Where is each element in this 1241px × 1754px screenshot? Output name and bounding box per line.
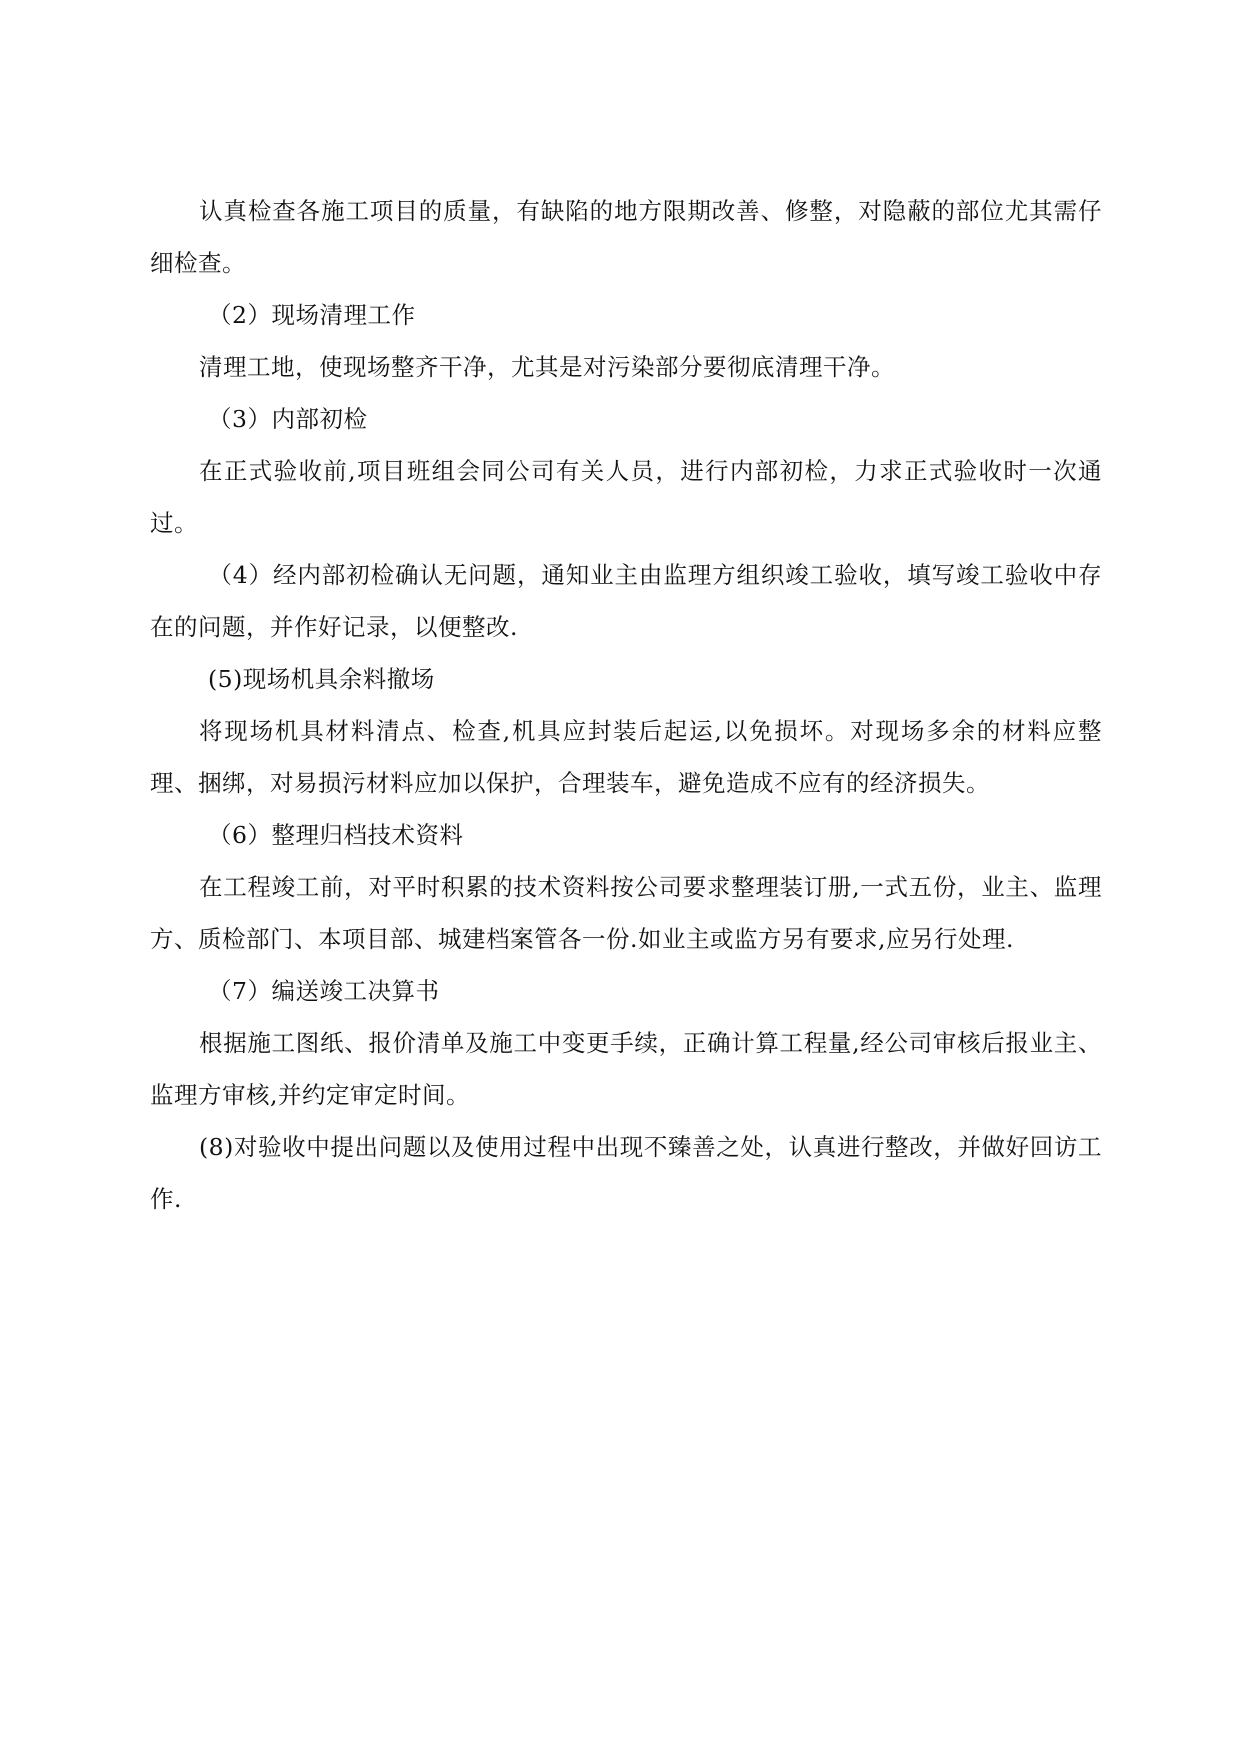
paragraph-quality-check: 认真检查各施工项目的质量，有缺陷的地方限期改善、修整，对隐蔽的部位尤其需仔细检查。 [150, 197, 1102, 277]
heading-final-accounts: （7）编送竣工决算书 [208, 977, 440, 1005]
completion-acceptance-text: （4）经内部初检确认无问题，通知业主由监理方组织竣工验收，填写竣工验收中存在的问题，并作好记录，以便整改. [150, 561, 1102, 641]
paragraph-rectification-followup: (8)对验收中提出问题以及使用过程中出现不臻善之处，认真进行整改，并做好回访工作. [150, 1133, 1102, 1213]
paragraph-equipment-removal: 将现场机具材料清点、检查,机具应封装后起运,以免损坏。对现场多余的材料应整理、捆绑，对易损污材料应加以保护，合理装车，避免造成不应有的经济损失。 [150, 717, 1102, 797]
heading-internal-inspection: （3）内部初检 [208, 405, 368, 433]
document-body [150, 185, 1102, 1225]
heading-technical-archives: （6）整理归档技术资料 [208, 821, 464, 849]
paragraph-final-accounts: 根据施工图纸、报价清单及施工中变更手续，正确计算工程量,经公司审核后报业主、监理方审核,并约定审定时间。 [150, 1029, 1102, 1109]
heading-equipment-removal: (5)现场机具余料撤场 [208, 665, 435, 693]
heading-site-cleanup: （2）现场清理工作 [208, 301, 416, 329]
paragraph-internal-inspection: 在正式验收前,项目班组会同公司有关人员，进行内部初检，力求正式验收时一次通过。 [150, 457, 1102, 537]
paragraph-site-cleanup: 清理工地，使现场整齐干净，尤其是对污染部分要彻底清理干净。 [199, 353, 895, 381]
paragraph-completion-acceptance [150, 549, 1102, 653]
paragraph-technical-archives: 在工程竣工前，对平时积累的技术资料按公司要求整理装订册,一式五份，业主、监理方、质检部门、本项目部、城建档案管各一份.如业主或监方另有要求,应另行处理. [150, 873, 1102, 953]
